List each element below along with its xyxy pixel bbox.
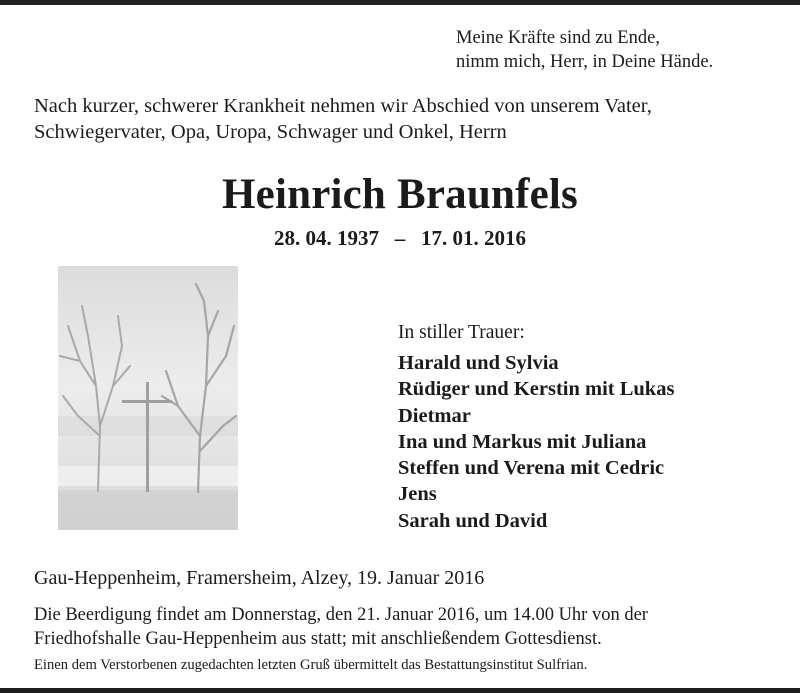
intro-text <box>34 93 774 145</box>
mourners-list <box>398 350 778 534</box>
life-dates: 28. 04. 1937 – 17. 01. 2016 <box>274 226 526 250</box>
funeral-line-1: Die Beerdigung findet am Donnerstag, den 21. Januar 2016, um 14.00 Uhr von der <box>34 605 648 625</box>
funeral-notice <box>34 604 774 651</box>
motto-line-2: nimm mich, Herr, in Deine Hände. <box>456 52 714 72</box>
mourner-name: Ina und Markus mit Juliana <box>398 430 647 453</box>
place-and-date: Gau-Heppenheim, Framersheim, Alzey, 19. Januar 2016 <box>34 567 485 589</box>
bottom-border-rule <box>0 688 800 693</box>
mourner-name: Jens <box>398 483 437 506</box>
memorial-photo-cross-trees <box>58 266 238 530</box>
intro-line-2: Schwiegervater, Opa, Uropa, Schwager und Onkel, Herrn <box>34 121 507 143</box>
mourner-name: Steffen und Verena mit Cedric <box>398 457 665 480</box>
deceased-name: Heinrich Braunfels <box>222 171 578 218</box>
motto-verse <box>456 26 786 74</box>
mourner-name: Rüdiger und Kerstin mit Lukas <box>398 378 675 401</box>
undertaker-note: Einen dem Verstorbenen zugedachten letzten Gruß übermittelt das Bestattungsinstitut Sulfrian. <box>34 657 588 673</box>
mourner-name: Harald und Sylvia <box>398 352 559 374</box>
funeral-line-2: Friedhofshalle Gau-Heppenheim aus statt; mit anschließendem Gottesdienst. <box>34 628 602 649</box>
intro-line-1: Nach kurzer, schwerer Krankheit nehmen wir Abschied von unserem Vater, <box>34 95 652 117</box>
mourning-label: In stiller Trauer: <box>398 322 525 343</box>
top-border-rule <box>0 0 800 5</box>
motto-line-1: Meine Kräfte sind zu Ende, <box>456 28 660 48</box>
mourner-name: Sarah und David <box>398 509 548 532</box>
mourner-name: Dietmar <box>398 404 471 427</box>
